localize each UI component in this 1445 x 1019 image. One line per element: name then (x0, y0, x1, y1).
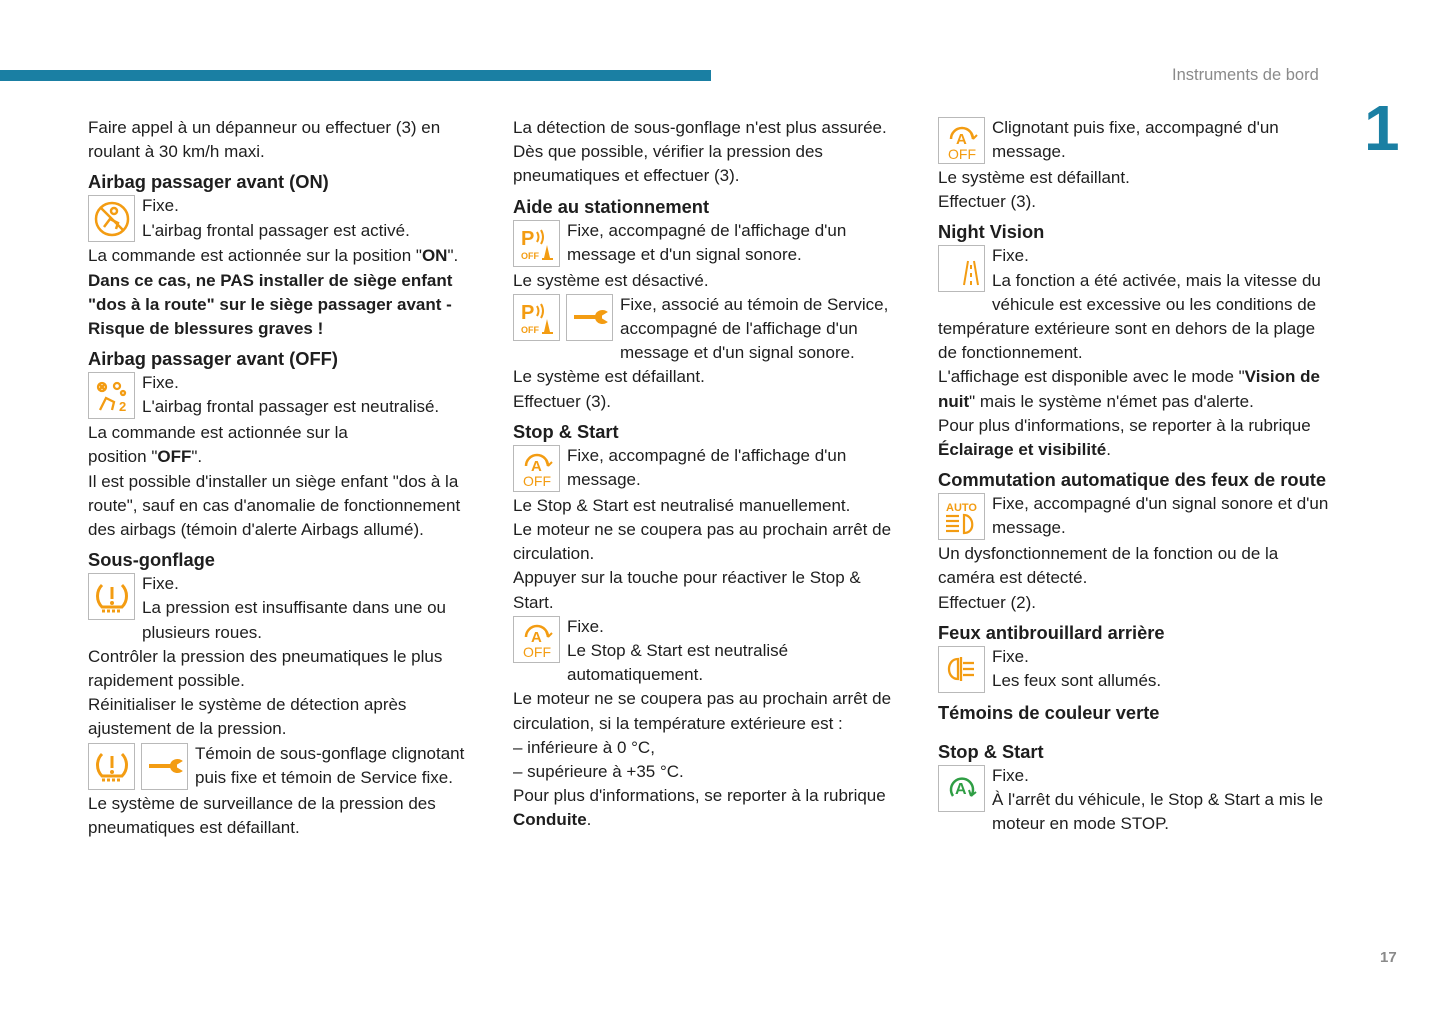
svg-text:OFF: OFF (520, 325, 539, 336)
svg-text:OFF: OFF (947, 145, 976, 161)
warning-entry: P OFF Fixe, associé au témoin de Service, accompagné de l'affichage d'un message et d'un signal sonore. (513, 293, 898, 366)
paragraph: Le système de surveillance de la pression des pneumatiques est défaillant. (88, 793, 436, 837)
paragraph: Dès que possible, vérifier la pression des pneumatiques et effectuer (3). (513, 142, 823, 186)
warning-entry: Témoin de sous-gonflage clignotant puis fixe et témoin de Service fixe. (88, 742, 488, 792)
heading-parking-assist: Aide au stationnement (513, 195, 710, 217)
section-title: Instruments de bord (1172, 66, 1319, 84)
paragraph: Pour plus d'informations, se reporter à la rubrique Éclairage et visibilité. (938, 415, 1311, 460)
paragraph: Le moteur ne se coupera pas au prochain arrêt de circulation, si la température extérieure est : (513, 689, 892, 733)
tyre-pressure-icon (88, 573, 135, 620)
paragraph: Effectuer (3). (938, 192, 1036, 212)
paragraph: Pour plus d'informations, se reporter à la rubrique Conduite. (513, 786, 886, 830)
paragraph: Le système est défaillant. (513, 367, 705, 387)
heading-night-vision: Night Vision (938, 221, 1045, 243)
service-wrench-icon (141, 743, 188, 790)
svg-text:A: A (530, 629, 542, 647)
warning-entry: AUTO Fixe, accompagné d'un signal sonore et d'un message. (938, 492, 1338, 542)
warning-entry: Fixe. Les feux sont allumés. (938, 645, 1338, 695)
paragraph: La détection de sous-gonflage n'est plus assurée. (513, 118, 887, 137)
header-accent-bar (0, 70, 711, 81)
heading-rear-fog: Feux antibrouillard arrière (938, 621, 1165, 643)
warning-entry: 2 Fixe. L'airbag frontal passager est neutralisé. (88, 371, 488, 421)
page-number: 17 (1380, 949, 1397, 966)
stop-start-off-icon (513, 445, 560, 492)
svg-text:OFF: OFF (522, 644, 551, 660)
paragraph: L'affichage est disponible avec le mode "Vision de nuit" mais le système n'émet pas d'alerte. (938, 367, 1320, 411)
paragraph: Contrôler la pression des pneumatiques le plus rapidement possible. (88, 646, 443, 691)
svg-text:P: P (520, 228, 534, 251)
warning-entry: A OFF Fixe. Le Stop & Start est neutralisé automatiquement. (513, 615, 898, 688)
heading-underinflation: Sous-gonflage (88, 549, 215, 571)
paragraph: Faire appel à un dépanneur ou effectuer (3) en roulant à 30 km/h maxi. (88, 118, 441, 162)
service-wrench-icon (566, 294, 613, 341)
svg-text:P: P (520, 302, 534, 325)
heading-green-indicators: Témoins de couleur verte (938, 701, 1160, 723)
paragraph: position "OFF". (88, 447, 203, 467)
svg-text:A: A (954, 781, 967, 799)
heading-airbag-on: Airbag passager avant (ON) (88, 171, 329, 193)
paragraph: La commande est actionnée sur la (88, 423, 348, 443)
tyre-pressure-icon (88, 743, 135, 790)
paragraph: Réinitialiser le système de détection après ajustement de la pression. (88, 695, 407, 739)
stop-start-off-icon (938, 117, 985, 164)
paragraph: Le système est défaillant. (938, 168, 1130, 187)
airbag-passenger-off-icon (88, 372, 135, 419)
heading-stop-start-green: Stop & Start (938, 740, 1044, 762)
heading-airbag-off: Airbag passager avant (OFF) (88, 348, 338, 370)
warning-entry: A OFF Fixe, accompagné de l'affichage d'un message. (513, 444, 898, 494)
warning-entry: Fixe. La fonction a été activée, mais la vitesse du véhicule est excessive ou les conditions de température extérieure sont en dehors de la plage de fonctionnement. (938, 246, 1321, 363)
stop-start-off-icon (513, 616, 560, 663)
airbag-passenger-on-icon (88, 195, 135, 242)
warning-entry: A OFF Clignotant puis fixe, accompagné d'un message. (938, 116, 1338, 166)
svg-text:AUTO: AUTO (945, 501, 977, 514)
warning-text: Dans ce cas, ne PAS installer de siège enfant "dos à la route" sur le siège passager avant - Risque de blessures graves ! (88, 270, 453, 339)
indicator-entry: A Fixe. À l'arrêt du véhicule, le Stop & Start a mis le moteur en mode STOP. (938, 764, 1338, 837)
column-1 (88, 116, 488, 840)
night-vision-icon (938, 245, 985, 292)
paragraph: Appuyer sur la touche pour réactiver le Stop & Start. (513, 568, 861, 612)
list-item: – supérieure à +35 °C. (513, 762, 684, 782)
paragraph: Le système est désactivé. (513, 270, 709, 290)
rear-fog-lamp-icon (938, 646, 985, 693)
svg-text:OFF: OFF (522, 473, 551, 489)
column-3 (938, 116, 1338, 836)
svg-text:OFF: OFF (520, 251, 539, 262)
chapter-number: 1 (1364, 92, 1400, 164)
stop-start-green-icon (938, 765, 985, 812)
paragraph: Le Stop & Start est neutralisé manuellement. (513, 495, 851, 515)
list-item: – inférieure à 0 °C, (513, 737, 655, 757)
svg-text:2: 2 (118, 398, 126, 414)
park-assist-off-icon (513, 220, 560, 267)
heading-auto-high-beam: Commutation automatique des feux de route (938, 469, 1327, 491)
warning-entry: Fixe. L'airbag frontal passager est activé. (88, 194, 488, 244)
paragraph: Un dysfonctionnement de la fonction ou de la caméra est détecté. (938, 544, 1279, 588)
paragraph: Le moteur ne se coupera pas au prochain arrêt de circulation. (513, 520, 892, 564)
paragraph: Effectuer (3). (513, 391, 611, 411)
warning-entry: Fixe. La pression est insuffisante dans une ou plusieurs roues. (88, 572, 488, 645)
paragraph: Il est possible d'installer un siège enfant "dos à la route", sauf en cas d'anomalie de fonctionnement des airbags (témoin d'alerte Airbags allumé). (88, 471, 461, 540)
auto-high-beam-icon (938, 493, 985, 540)
column-2 (513, 116, 898, 833)
paragraph: Effectuer (2). (938, 592, 1036, 612)
paragraph: La commande est actionnée sur la position "ON". (88, 246, 459, 266)
svg-text:A: A (530, 458, 542, 476)
park-assist-off-icon (513, 294, 560, 341)
warning-entry: P OFF Fixe, accompagné de l'affichage d'un message et d'un signal sonore. (513, 219, 898, 269)
heading-stop-start: Stop & Start (513, 420, 619, 442)
svg-text:A: A (955, 130, 967, 148)
